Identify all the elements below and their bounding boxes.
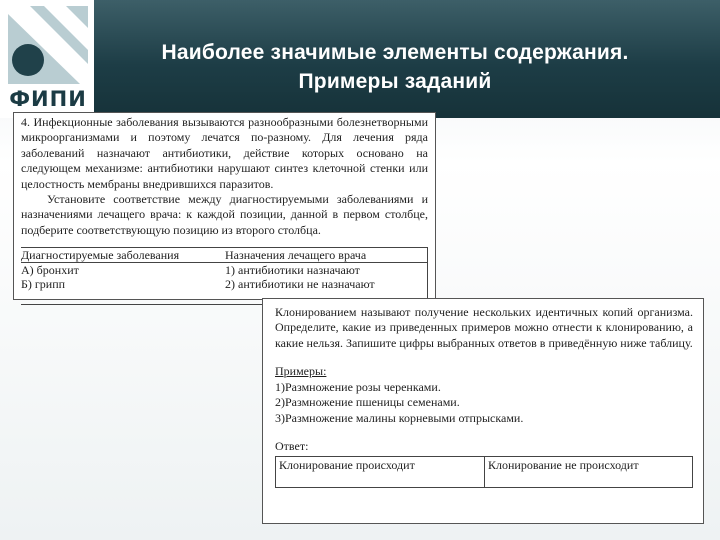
task1-instruction: Установите соответствие между диагностируемыми заболеваниями и назначениями лечащего врача: к каждой позиции, данной в первом столбце, подберите соответствующую позицию из второго столбца.: [21, 192, 428, 237]
matching-table: [21, 247, 428, 305]
header-bar: [0, 0, 720, 118]
row-prescription: 2) антибиотики не назначают: [225, 277, 375, 292]
answer-table: [275, 456, 693, 488]
list-item: 2)Размножение пшеницы семенами.: [275, 395, 460, 410]
table-row: [21, 277, 427, 291]
examples-label: Примеры:: [275, 364, 327, 379]
table-row: [21, 263, 427, 277]
column2-header: Назначения лечащего врача: [225, 248, 367, 263]
task-card-diseases: [13, 112, 436, 300]
task1-intro: 4. Инфекционные заболевания вызываются разнообразными болезнетворными микроорганизмами и поэтому лечатся по-разному. Для лечения ряда заболеваний назначают антибиотики, действие которых основано на следующем механизме: антибиотики нарушают синтез клеточной стенки или целостность мембраны внедрившихся паразитов.: [21, 115, 428, 191]
answer-cloning-no: Клонирование не происходит: [488, 457, 639, 472]
answer-label: Ответ:: [275, 439, 309, 454]
list-item: 1)Размножение розы черенками.: [275, 379, 441, 394]
examples-list: [275, 364, 693, 426]
task2-intro: Клонированием называют получение нескольких идентичных копий организма. Определите, какие из приведенных примеров можно отнести к клонированию, а какие нельзя. Запишите цифры выбранных ответов в приведённую ниже таблицу.: [275, 305, 693, 350]
matching-header-row: [21, 248, 427, 263]
answer-cloning-yes: Клонирование происходит: [276, 457, 485, 487]
column1-header: Диагностируемые заболевания: [21, 248, 180, 263]
row-prescription: 1) антибиотики назначают: [225, 263, 360, 278]
task-card-cloning: [262, 298, 704, 524]
fipi-logo: [0, 0, 94, 118]
row-disease: А) бронхит: [21, 263, 79, 278]
title-line-2: Примеры заданий: [298, 70, 492, 93]
title-line-1: Наиболее значимые элементы содержания.: [161, 41, 629, 64]
row-disease: Б) грипп: [21, 277, 66, 292]
page-title: [100, 38, 690, 96]
list-item: 3)Размножение малины корневыми отпрысками.: [275, 410, 524, 425]
logo-text: ФИПИ: [9, 87, 87, 111]
